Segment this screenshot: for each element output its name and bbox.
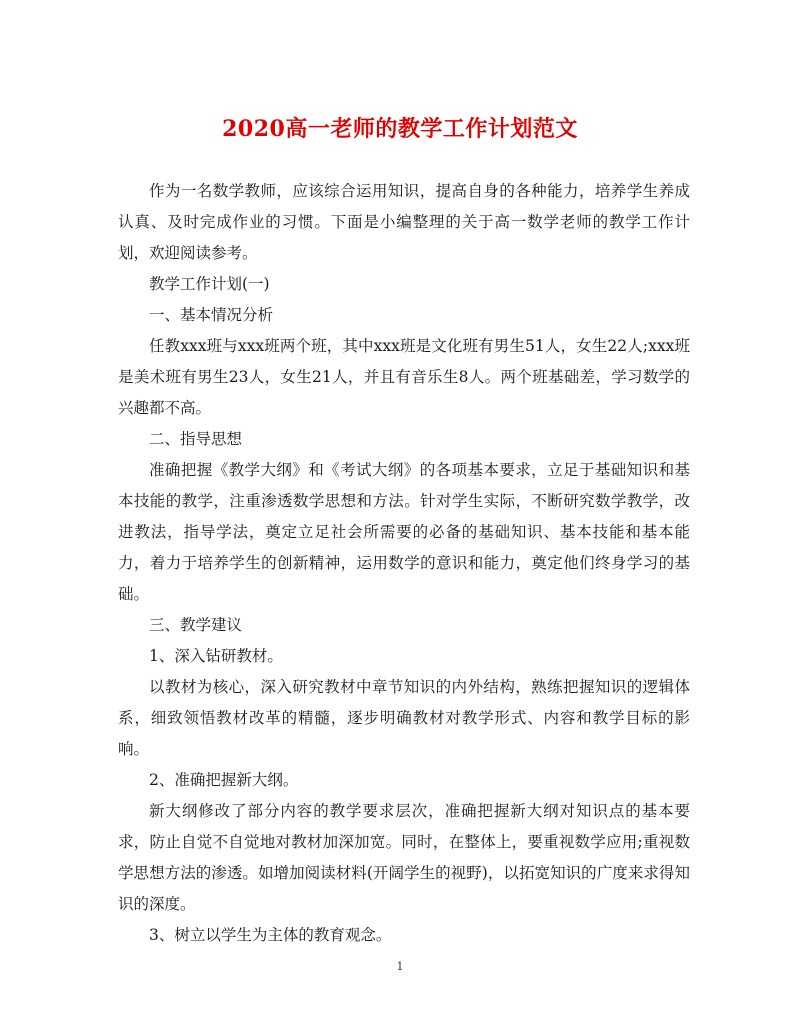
intro-paragraph: 作为一名数学教师，应该综合运用知识，提高自身的各种能力，培养学生养成认真、及时完成作业的习惯。下面是小编整理的关于高一数学老师的教学工作计划，欢迎阅读参考。 xyxy=(118,182,690,262)
page-number: 1 xyxy=(396,960,404,973)
suggestion-1-heading: 1、深入钻研教材。 xyxy=(149,647,283,665)
section-heading-teaching-suggestions: 三、教学建议 xyxy=(149,616,243,634)
section-heading-basic-situation: 一、基本情况分析 xyxy=(149,306,274,324)
basic-situation-paragraph: 任教xxx班与xxx班两个班，其中xxx班是文化班有男生51人，女生22人;xxx班是美术班有男生23人，女生21人，并且有音乐生8人。两个班基础差，学习数学的兴趣都不高。 xyxy=(118,337,690,417)
suggestion-1-paragraph: 以教材为核心，深入研究教材中章节知识的内外结构，熟练把握知识的逻辑体系，细致领悟教材改革的精髓，逐步明确教材对教学形式、内容和教学目标的影响。 xyxy=(118,678,690,758)
suggestion-3-heading: 3、树立以学生为主体的教育观念。 xyxy=(149,926,392,944)
suggestion-2-paragraph: 新大纲修改了部分内容的教学要求层次，准确把握新大纲对知识点的基本要求，防止自觉不自觉地对教材加深加宽。同时，在整体上，要重视数学应用;重视数学思想方法的渗透。如增加阅读材料(开阔学生的视野)，以拓宽知识的广度来求得知识的深度。 xyxy=(118,802,690,913)
section-heading-guiding-ideas: 二、指导思想 xyxy=(149,430,243,448)
document-title: 2020高一老师的教学工作计划范文 xyxy=(222,116,578,142)
guiding-ideas-paragraph: 准确把握《教学大纲》和《考试大纲》的各项基本要求，立足于基础知识和基本技能的教学，注重渗透数学思想和方法。针对学生实际，不断研究数学教学，改进教法，指导学法，奠定立足社会所需要的必备的基础知识、基本技能和基本能力，着力于培养学生的创新精神，运用数学的意识和能力，奠定他们终身学习的基础。 xyxy=(118,461,690,603)
plan-heading: 教学工作计划(一) xyxy=(149,275,270,293)
document-body xyxy=(118,176,690,951)
suggestion-2-heading: 2、准确把握新大纲。 xyxy=(149,771,299,789)
